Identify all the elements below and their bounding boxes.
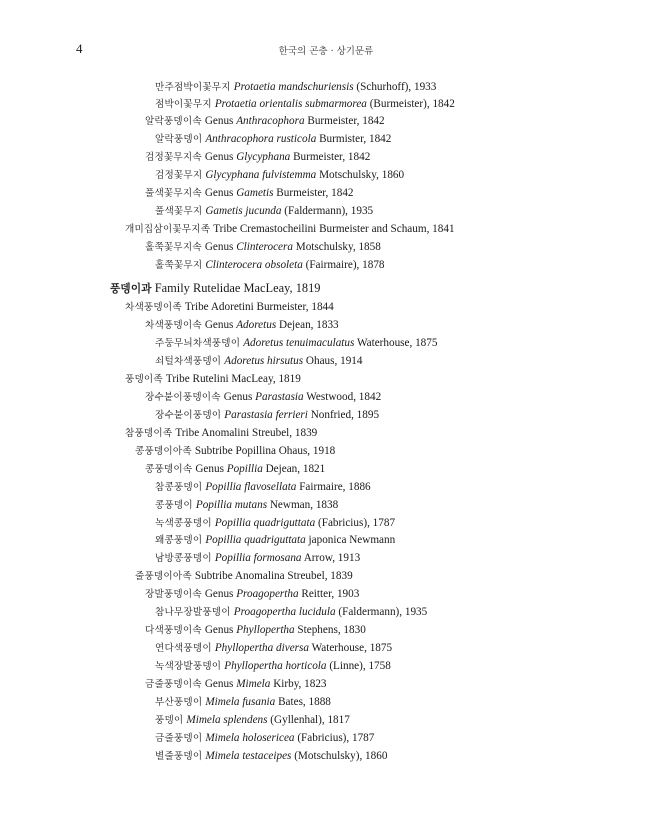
taxon-rank: Genus [204, 115, 234, 127]
author-year: (Motschulsky), 1860 [294, 750, 388, 762]
list-item [125, 300, 334, 315]
taxon-rank: Genus [204, 187, 234, 199]
taxon-rank: Genus [195, 463, 224, 475]
list-item [145, 240, 381, 255]
korean-name: 검정꽃무지속 [145, 152, 202, 163]
korean-name: 참풍뎅이족 [125, 428, 173, 439]
page-header [0, 41, 652, 61]
list-item [155, 659, 391, 674]
list-item [155, 551, 360, 566]
scientific-name: Parastasia ferrieri [224, 409, 308, 421]
author-year: Stephens, 1830 [297, 624, 366, 636]
list-item [145, 114, 385, 129]
list-item [155, 204, 373, 219]
scientific-name: Gametis jucunda [205, 205, 282, 217]
list-item [125, 372, 301, 387]
list-item [155, 258, 385, 273]
korean-name: 콩풍뎅이속 [145, 464, 193, 475]
list-item [155, 605, 427, 620]
taxon-rank: Genus [204, 588, 234, 600]
list-item [145, 186, 354, 201]
author-year: Dejean, 1821 [265, 463, 326, 475]
author-year: Waterhouse, 1875 [311, 642, 393, 654]
list-item [155, 641, 392, 656]
korean-name: 쇠털차색풍뎅이 [155, 356, 222, 367]
author-year: Newman, 1838 [269, 499, 339, 511]
scientific-name: Popillia flavosellata [205, 481, 297, 493]
author-year: (Fabricius), 1787 [297, 732, 375, 744]
list-item [155, 498, 338, 513]
author-year: Westwood, 1842 [306, 391, 382, 403]
taxon-rank: Genus [223, 391, 253, 403]
author-year: (Gyllenhal), 1817 [270, 714, 350, 726]
korean-name: 금줄풍뎅이속 [145, 679, 202, 690]
list-item [110, 281, 320, 296]
author-year: japonica Newmann [308, 534, 396, 546]
korean-name: 점박이꽃무지 [155, 99, 212, 110]
scientific-name: Glycyphana fulvistemma [205, 169, 317, 181]
taxon-rank: Genus [204, 151, 234, 163]
author-year: Ohaus, 1914 [305, 355, 363, 367]
korean-name: 검정꽃무지 [155, 170, 203, 181]
author-year: Burmister, 1842 [319, 133, 392, 145]
author-year: Waterhouse, 1875 [356, 337, 438, 349]
korean-name: 알락풍뎅이 [155, 134, 203, 145]
list-item [135, 444, 335, 459]
list-item [145, 623, 366, 638]
list-item [155, 354, 362, 369]
korean-name: 연다색풍뎅이 [155, 643, 212, 654]
page-number: 4 [76, 41, 83, 56]
taxon-rank: Genus [204, 319, 234, 331]
korean-name: 만주점박이꽃무지 [155, 82, 231, 93]
author-year: (Faldermann), 1935 [284, 205, 374, 217]
taxon-rank: Tribe Rutelini MacLeay, 1819 [165, 373, 301, 385]
scientific-name: Popillia quadriguttata [205, 534, 306, 546]
korean-name: 홀쭉꽃무지속 [145, 242, 202, 253]
scientific-name: Protaetia mandschuriensis [233, 81, 354, 93]
korean-name: 풀색꽃무지속 [145, 188, 202, 199]
author-year: Burmeister, 1842 [307, 115, 385, 127]
list-item [145, 390, 381, 405]
author-year: Burmeister, 1842 [293, 151, 371, 163]
list-item [155, 168, 404, 183]
author-year: (Linne), 1758 [329, 660, 391, 672]
list-item [155, 132, 391, 147]
korean-name: 풍뎅이 [155, 715, 184, 726]
scientific-name: Anthracophora [236, 115, 305, 127]
author-year: (Fabricius), 1787 [318, 517, 396, 529]
list-item [145, 587, 359, 602]
scientific-name: Phyllopertha diversa [214, 642, 309, 654]
list-item [155, 480, 371, 495]
korean-name: 개미집삼이꽃무지족 [125, 224, 211, 235]
author-year: Bates, 1888 [278, 696, 331, 708]
korean-name: 남방콩풍뎅이 [155, 553, 212, 564]
korean-name: 줄풍뎅이아족 [135, 571, 192, 582]
taxon-rank: Family Rutelidae MacLeay, 1819 [154, 281, 321, 295]
scientific-name: Proagopertha lucidula [233, 606, 336, 618]
scientific-name: Adoretus tenuimaculatus [243, 337, 355, 349]
author-year: (Schurhoff), 1933 [356, 81, 437, 93]
list-item [145, 462, 325, 477]
author-year: Reitter, 1903 [301, 588, 360, 600]
list-item [145, 677, 327, 692]
taxon-rank: Tribe Cremastocheilini Burmeister and Schaum, 1841 [213, 223, 455, 235]
korean-name: 녹색콩풍뎅이 [155, 518, 212, 529]
scientific-name: Mimela fusania [205, 696, 276, 708]
korean-name: 금줄풍뎅이 [155, 733, 203, 744]
korean-name: 풍뎅이과 [110, 283, 152, 295]
scientific-name: Adoretus [236, 319, 277, 331]
korean-name: 장수붙이풍뎅이 [155, 410, 222, 421]
taxon-rank: Tribe Adoretini Burmeister, 1844 [184, 301, 334, 313]
author-year: Motschulsky, 1858 [295, 241, 381, 253]
list-item [155, 408, 379, 423]
author-year: Kirby, 1823 [273, 678, 327, 690]
korean-name: 다색풍뎅이속 [145, 625, 202, 636]
author-year: (Fairmaire), 1878 [305, 259, 385, 271]
scientific-name: Popillia quadriguttata [214, 517, 316, 529]
taxon-rank: Genus [204, 241, 234, 253]
taxon-rank: Genus [204, 678, 234, 690]
scientific-name: Proagopertha [236, 588, 299, 600]
list-item [145, 150, 370, 165]
list-item [155, 97, 455, 112]
list-item [145, 318, 339, 333]
scientific-name: Clinterocera [236, 241, 293, 253]
list-item [135, 569, 353, 584]
scientific-name: Adoretus hirsutus [224, 355, 304, 367]
scientific-name: Popillia mutans [195, 499, 268, 511]
scientific-name: Protaetia orientalis submarmorea [214, 98, 367, 110]
scientific-name: Parastasia [255, 391, 304, 403]
korean-name: 콩풍뎅이아족 [135, 446, 192, 457]
list-item [125, 426, 317, 441]
korean-name: 부산풍뎅이 [155, 697, 203, 708]
list-item [155, 749, 387, 764]
scientific-name: Phyllopertha [236, 624, 295, 636]
taxon-rank: Tribe Anomalini Streubel, 1839 [175, 427, 318, 439]
author-year: Motschulsky, 1860 [319, 169, 405, 181]
author-year: Fairmaire, 1886 [299, 481, 371, 493]
taxon-rank: Subtribe Popillina Ohaus, 1918 [194, 445, 336, 457]
author-year: Arrow, 1913 [303, 552, 361, 564]
author-year: Burmeister, 1842 [276, 187, 354, 199]
scientific-name: Anthracophora rusticola [205, 133, 317, 145]
list-item [155, 695, 331, 710]
author-year: (Faldermann), 1935 [338, 606, 428, 618]
korean-name: 왜콩풍뎅이 [155, 535, 203, 546]
scientific-name: Glycyphana [236, 151, 291, 163]
korean-name: 홀쭉꽃무지 [155, 260, 203, 271]
author-year: Nonfried, 1895 [310, 409, 380, 421]
scientific-name: Phyllopertha horticola [224, 660, 327, 672]
korean-name: 차색풍뎅이속 [145, 320, 202, 331]
running-title: 한국의 곤충 · 상기문류 [278, 46, 374, 57]
scientific-name: Mimela splendens [186, 714, 268, 726]
scientific-name: Popillia formosana [214, 552, 302, 564]
korean-name: 녹색장발풍뎅이 [155, 661, 222, 672]
korean-name: 풀색꽃무지 [155, 206, 203, 217]
korean-name: 장수붙이풍뎅이속 [145, 392, 221, 403]
taxon-rank: Genus [204, 624, 234, 636]
korean-name: 참나무장발풍뎅이 [155, 607, 231, 618]
korean-name: 주둥무늬차색풍뎅이 [155, 338, 241, 349]
korean-name: 장발풍뎅이속 [145, 589, 202, 600]
korean-name: 차색풍뎅이족 [125, 302, 182, 313]
korean-name: 별줄풍뎅이 [155, 751, 203, 762]
scientific-name: Mimela holosericea [205, 732, 295, 744]
scientific-name: Mimela testaceipes [205, 750, 292, 762]
scientific-name: Clinterocera obsoleta [205, 259, 303, 271]
scientific-name: Gametis [236, 187, 274, 199]
list-item [155, 516, 395, 531]
author-year: (Burmeister), 1842 [369, 98, 455, 110]
korean-name: 참콩풍뎅이 [155, 482, 203, 493]
author-year: Dejean, 1833 [278, 319, 339, 331]
korean-name: 풍뎅이족 [125, 374, 163, 385]
taxon-rank: Subtribe Anomalina Streubel, 1839 [194, 570, 353, 582]
korean-name: 콩풍뎅이 [155, 500, 193, 511]
list-item [155, 533, 395, 548]
list-item [125, 222, 455, 237]
list-item [155, 713, 350, 728]
list-item [155, 731, 374, 746]
scientific-name: Mimela [236, 678, 271, 690]
korean-name: 알락풍뎅이속 [145, 116, 202, 127]
list-item [155, 336, 437, 351]
scientific-name: Popillia [226, 463, 263, 475]
list-item [155, 80, 436, 95]
